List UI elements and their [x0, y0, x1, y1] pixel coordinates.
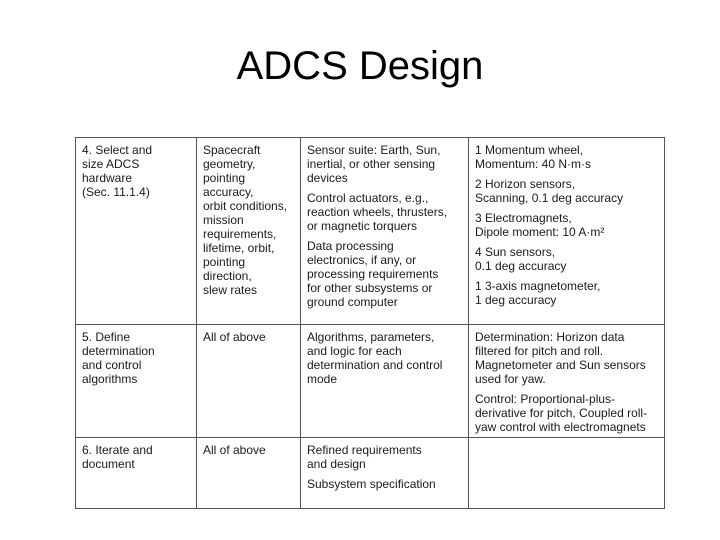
example-item: Control: Proportional-plus- derivative for pitch, Coupled roll- yaw control with electromagnets — [475, 392, 648, 434]
step-cell — [76, 325, 197, 438]
step-label: 6. Iterate and document — [82, 443, 153, 471]
step-cell — [76, 438, 197, 509]
example-item: 3 Electromagnets, Dipole moment: 10 A·m² — [475, 211, 605, 239]
inputs-cell — [197, 438, 301, 509]
inputs-text: All of above — [203, 330, 266, 344]
example-item: 1 Momentum wheel, Momentum: 40 N·m·s — [475, 143, 592, 171]
example-item: 2 Horizon sensors, Scanning, 0.1 deg accuracy — [475, 177, 624, 205]
table-row-step-4 — [76, 138, 665, 325]
step-label: 4. Select and size ADCS hardware (Sec. 11.1.4) — [82, 143, 153, 199]
table-row-step-5 — [76, 325, 665, 438]
output-item: Control actuators, e.g., reaction wheels, thrusters, or magnetic torquers — [307, 191, 448, 233]
outputs-cell — [301, 325, 469, 438]
example-item: Determination: Horizon data filtered for pitch and roll. Magnetometer and Sun sensors used for yaw. — [475, 330, 646, 386]
outputs-cell — [301, 438, 469, 509]
output-item: Subsystem specification — [307, 477, 436, 491]
outputs-cell — [301, 138, 469, 325]
step-label: 5. Define determination and control algorithms — [82, 330, 155, 386]
inputs-cell — [197, 138, 301, 325]
example-item: 4 Sun sensors, 0.1 deg accuracy — [475, 245, 567, 273]
output-item: Algorithms, parameters, and logic for each determination and control mode — [307, 330, 443, 386]
output-item: Refined requirements and design — [307, 443, 422, 471]
slide-title: ADCS Design — [236, 44, 484, 88]
output-item: Sensor suite: Earth, Sun, inertial, or other sensing devices — [307, 143, 441, 185]
inputs-text: All of above — [203, 443, 266, 457]
inputs-text: Spacecraft geometry, pointing accuracy, orbit conditions, mission requirements, lifetime, orbit, pointing direction, slew rates — [203, 143, 288, 297]
adcs-design-table-container — [75, 137, 665, 507]
output-item: Data processing electronics, if any, or processing requirements for other subsystems or ground computer — [307, 239, 439, 309]
adcs-design-table — [75, 137, 665, 509]
table-row-step-6 — [76, 438, 665, 509]
examples-cell — [469, 138, 665, 325]
examples-cell — [469, 325, 665, 438]
step-cell — [76, 138, 197, 325]
inputs-cell — [197, 325, 301, 438]
example-item: 1 3-axis magnetometer, 1 deg accuracy — [475, 279, 601, 307]
examples-cell-empty — [469, 438, 665, 509]
